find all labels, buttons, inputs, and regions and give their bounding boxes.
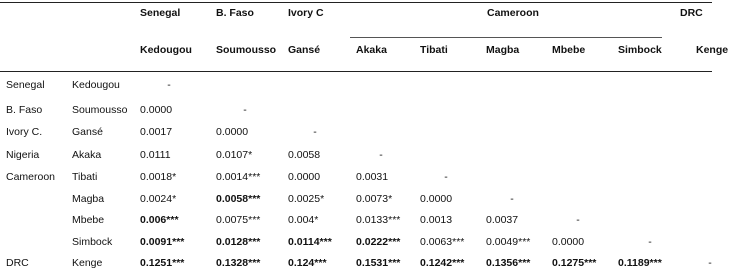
table-cell: 0.1531***	[356, 257, 401, 269]
table-cell: 0.0073*	[356, 193, 393, 205]
table-cell: 0.1356***	[486, 257, 531, 269]
table-cell: 0.0128***	[216, 236, 261, 248]
row-site-label: Kedougou	[72, 79, 120, 91]
table-cell: 0.0017	[140, 126, 173, 138]
table-cell: 0.0222***	[356, 236, 401, 248]
row-country-label: Ivory C.	[6, 126, 43, 138]
table-cell: 0.0111	[140, 149, 171, 161]
table-cell: 0.0063***	[420, 236, 465, 248]
table-header-bottom-rule	[0, 71, 712, 72]
row-country-label: Senegal	[6, 79, 45, 91]
table-cell: 0.1251***	[140, 257, 185, 269]
table-cell: 0.0049***	[486, 236, 531, 248]
table-cell: 0.0133***	[356, 214, 401, 226]
table-cell: 0.0091***	[140, 236, 185, 248]
header-country-drc: DRC	[680, 7, 703, 19]
table-cell: 0.0014***	[216, 171, 261, 183]
table-cell: 0.0114***	[288, 236, 332, 248]
table-cell: 0.0058	[288, 149, 321, 161]
row-site-label: Simbock	[72, 236, 113, 248]
table-cell: -	[576, 214, 580, 226]
table-cell: 0.0000	[420, 193, 453, 205]
table-cell: 0.004*	[288, 214, 319, 226]
table-cell: 0.0058***	[216, 193, 261, 205]
header-site-kedougou: Kedougou	[140, 44, 192, 56]
table-cell: 0.1328***	[216, 257, 261, 269]
table-cell: 0.0037	[486, 214, 519, 226]
header-country-civ: Ivory C	[288, 7, 324, 19]
table-cell: -	[167, 79, 171, 91]
header-site-magba: Magba	[486, 44, 520, 56]
table-cell: -	[444, 171, 448, 183]
table-top-rule	[0, 2, 712, 3]
row-site-label: Kenge	[72, 257, 103, 269]
table-cell: 0.124***	[288, 257, 327, 269]
header-country-sen: Senegal	[140, 7, 181, 19]
header-country-cmr: Cameroon	[487, 7, 539, 19]
row-site-label: Soumousso	[72, 104, 128, 116]
table-cell: -	[313, 126, 317, 138]
row-country-label: DRC	[6, 257, 29, 269]
table-cell: 0.006***	[140, 214, 179, 226]
table-cell: 0.0000	[552, 236, 585, 248]
table-cell: -	[708, 257, 712, 269]
cameroon-span-rule	[350, 37, 662, 38]
header-site-kenge: Kenge	[696, 44, 729, 56]
row-country-label: Cameroon	[6, 171, 56, 183]
table-cell: 0.0031	[356, 171, 389, 183]
table-cell: 0.0024*	[140, 193, 177, 205]
row-site-label: Tibati	[72, 171, 98, 183]
header-site-gansé: Gansé	[288, 44, 321, 56]
header-site-soumousso: Soumousso	[216, 44, 277, 56]
header-site-akaka: Akaka	[356, 44, 387, 56]
table-cell: 0.0107*	[216, 149, 253, 161]
header-site-tibati: Tibati	[420, 44, 448, 56]
row-site-label: Mbebe	[72, 214, 105, 226]
table-cell: 0.0018*	[140, 171, 177, 183]
row-site-label: Gansé	[72, 126, 103, 138]
table-cell: 0.0013	[420, 214, 453, 226]
row-site-label: Akaka	[72, 149, 102, 161]
table-cell: -	[648, 236, 652, 248]
header-country-bfa: B. Faso	[216, 7, 254, 19]
table-cell: 0.0000	[140, 104, 173, 116]
header-site-simbock: Simbock	[618, 44, 662, 56]
table-cell: 0.1242***	[420, 257, 465, 269]
row-site-label: Magba	[72, 193, 105, 205]
table-cell: -	[510, 193, 514, 205]
table-cell: 0.1189***	[618, 257, 662, 269]
header-site-mbebe: Mbebe	[552, 44, 586, 56]
table-cell: -	[243, 104, 247, 116]
table-cell: 0.0025*	[288, 193, 325, 205]
row-country-label: B. Faso	[6, 104, 43, 116]
table-cell: -	[379, 149, 383, 161]
row-country-label: Nigeria	[6, 149, 40, 161]
table-cell: 0.0000	[288, 171, 321, 183]
table-cell: 0.0000	[216, 126, 249, 138]
table-cell: 0.0075***	[216, 214, 261, 226]
table-cell: 0.1275***	[552, 257, 597, 269]
